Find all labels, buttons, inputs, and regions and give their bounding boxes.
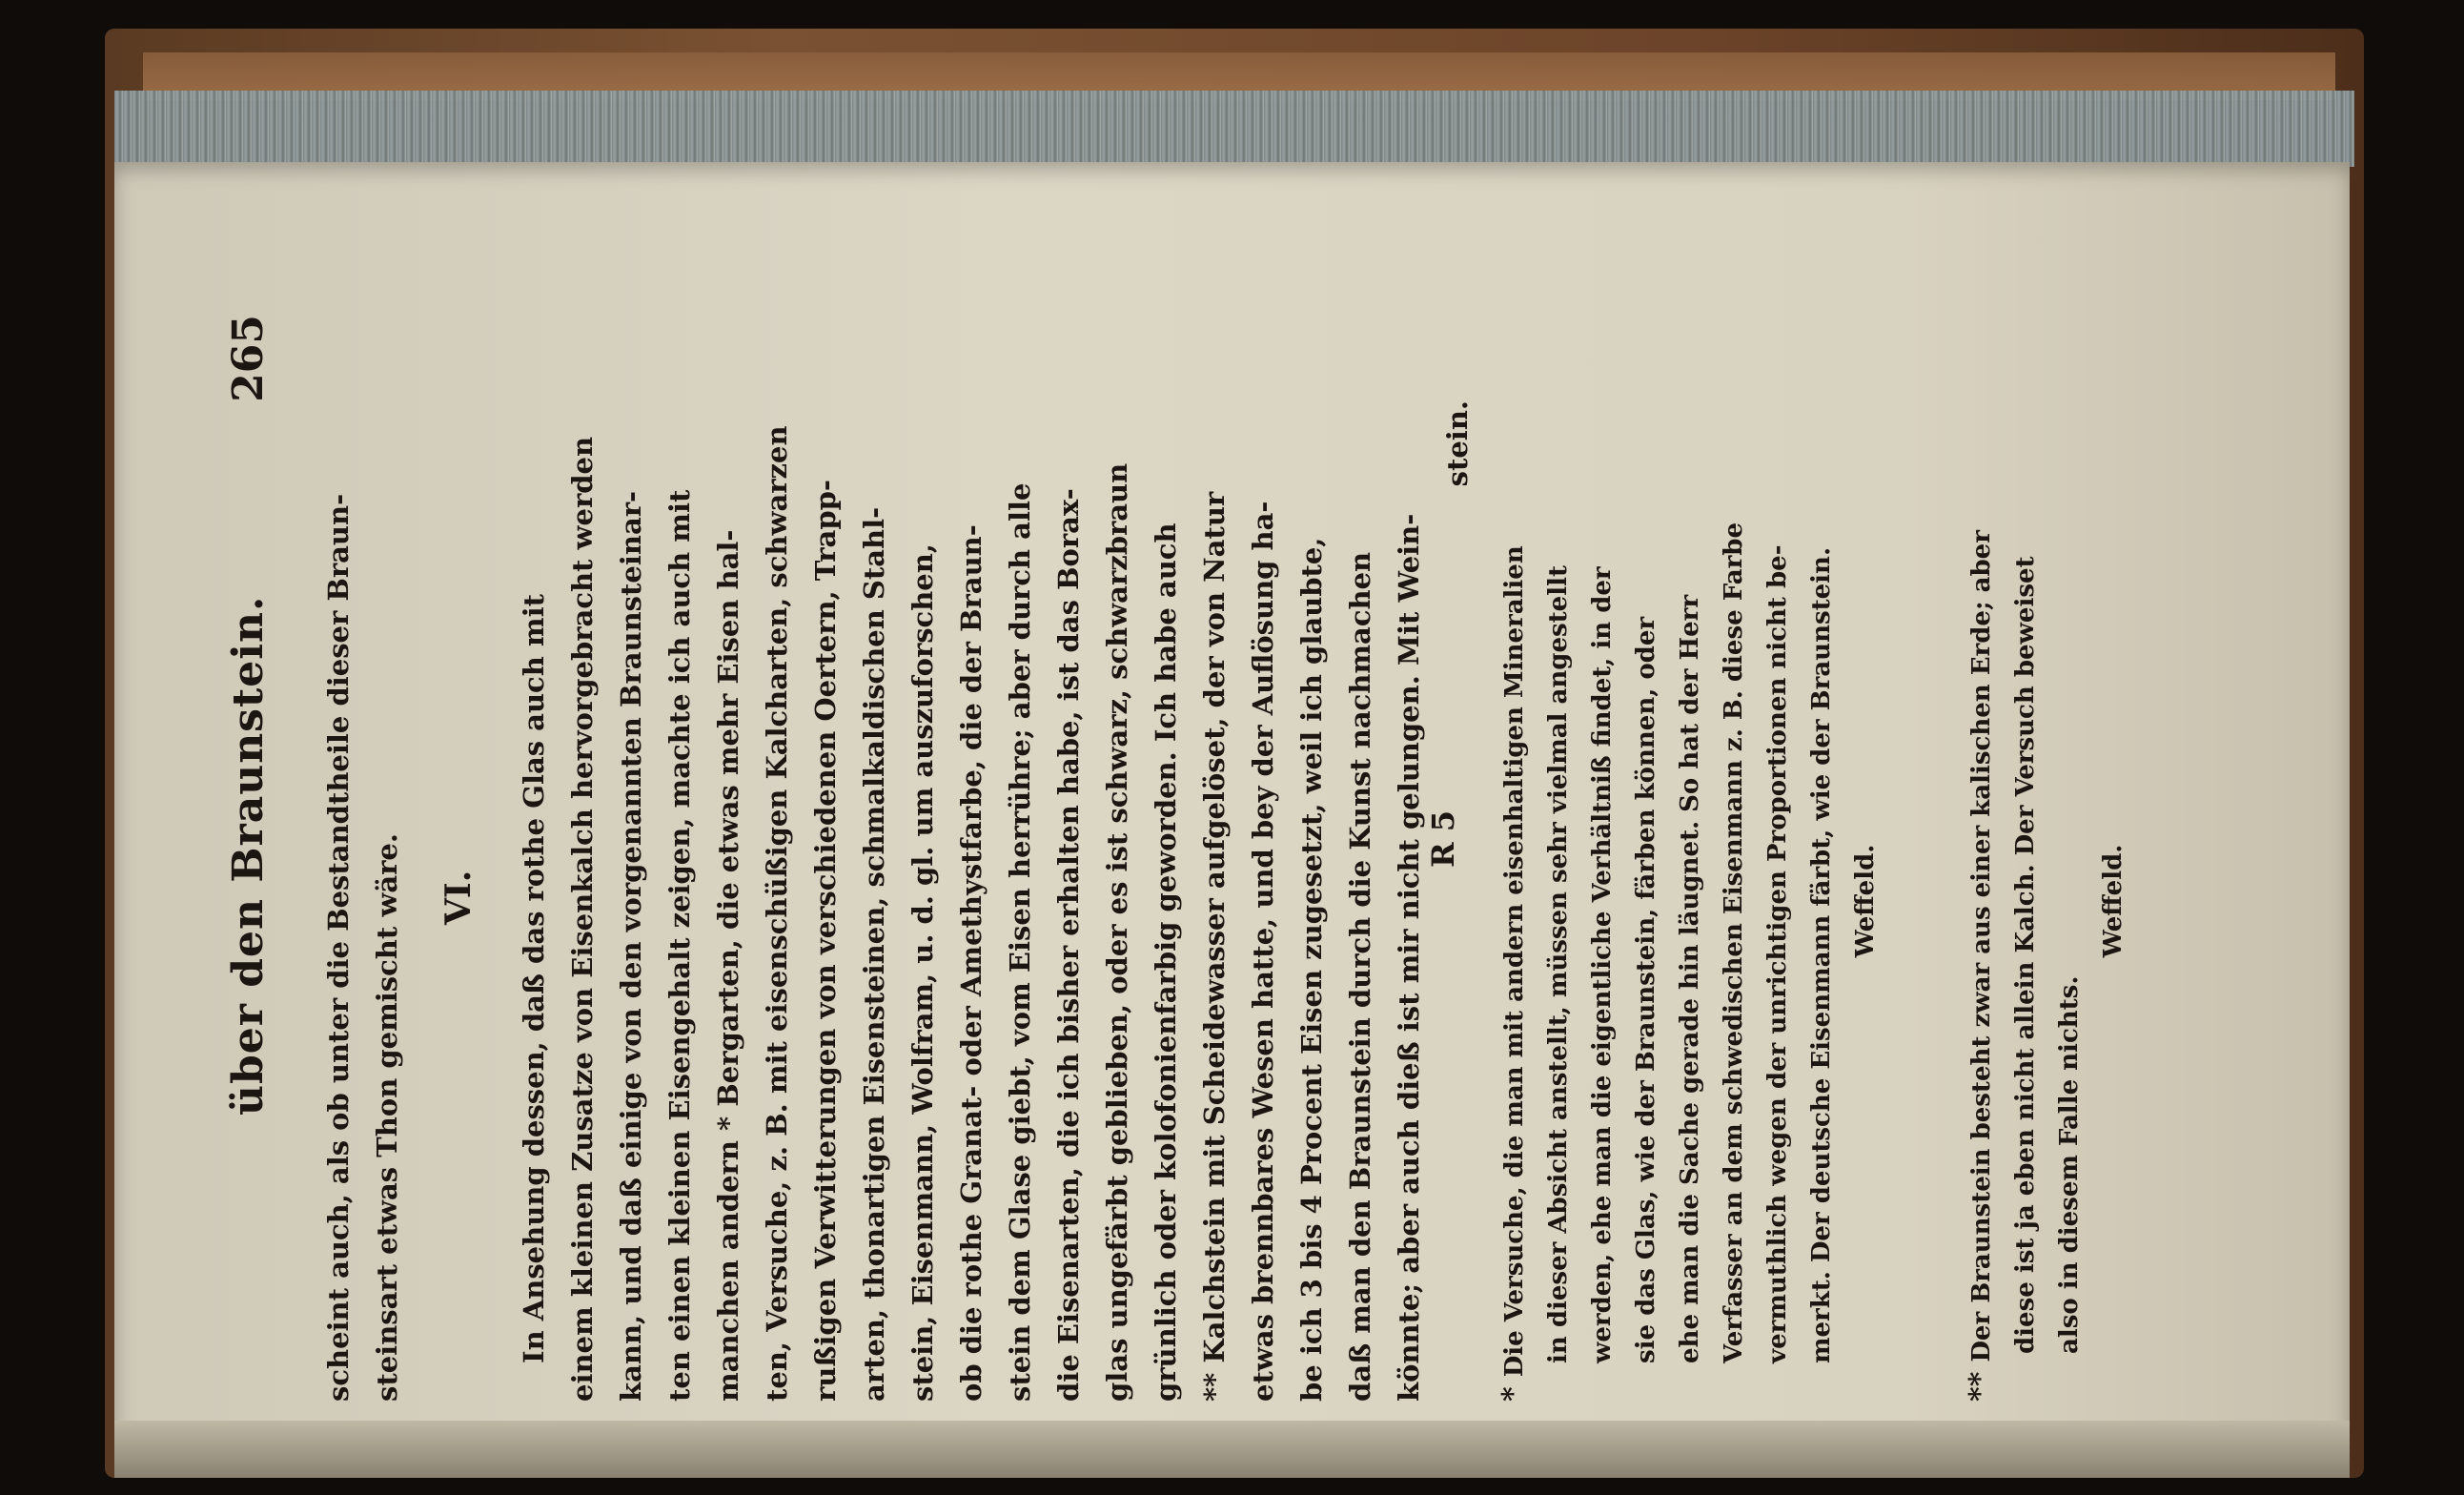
page-header: [224, 315, 281, 1402]
footnote-line: [1959, 400, 2004, 1402]
footnote-signature: Weffeld.: [1851, 844, 1880, 958]
footnote-line: [1492, 400, 1537, 1402]
page-number: 265: [224, 315, 273, 402]
footnote-line: Verfasser an dem schwedischen Eisenmann z. B. diese Farbe: [1720, 522, 1748, 1363]
footnote-text: Die Versuche, die man mit andern eisenhaltigen Mineralien: [1500, 545, 1529, 1378]
text-line: ob die rothe Granat- oder Amethystfarbe, die der Braun-: [955, 524, 988, 1402]
text-line: steinsart etwas Thon gemischt wäre.: [371, 833, 403, 1402]
footnote-line: also in diesem Falle nichts.: [2055, 975, 2084, 1354]
footnote-mark: *: [1497, 1386, 1530, 1402]
footnote-text: Der Braunstein besteht zwar aus einer kalischen Erde; aber: [1967, 530, 1996, 1362]
signature-mark: R 5: [1425, 810, 1461, 868]
text-line: ten, Versuche, z. B. mit eisenschüßigen Kalcharten, schwarzen: [761, 425, 793, 1402]
text-line: ten einen kleinen Eisengehalt zeigen, machte ich auch mit: [663, 489, 696, 1402]
footnote-2: [1959, 400, 2135, 1402]
footnote-line: diese ist ja eben nicht allein Kalch. Der Versuch beweiset: [2011, 556, 2040, 1354]
text-line: etwas brennbares Wesen hatte, und bey der Auflösung ha-: [1247, 501, 1279, 1402]
footnote-line: in dieser Absicht anstellt, müssen sehr vielmal angestellt: [1544, 565, 1573, 1363]
footnote-line: ehe man die Sache gerade hin läugnet. So hat der Herr: [1676, 594, 1704, 1363]
footnote-signature: Weffeld.: [2099, 844, 2128, 958]
rotated-text-block: [224, 315, 2188, 1402]
text-line: rußigen Verwitterungen von verschiedenen Oertern, Trapp-: [809, 480, 842, 1402]
text-line: grünlich oder kolofonienfarbig geworden. Ich habe auch: [1150, 522, 1182, 1402]
text-line: stein dem Glase giebt, vom Eisen herrühre; aber durch alle: [1004, 482, 1036, 1402]
text-line: könnte; aber auch dieß ist mir nicht gelungen. Mit Wein-: [1393, 513, 1425, 1402]
text-line: daß man den Braunstein durch die Kunst nachmachen: [1344, 551, 1376, 1402]
footnote-line: werden, ehe man die eigentliche Verhältniß findet, in der: [1588, 566, 1617, 1363]
page-gutter: [114, 1421, 2350, 1478]
text-line: einem kleinen Zusatze von Eisenkalch hervorgebracht werden: [566, 436, 599, 1402]
footnote-line: vermuthlich wegen der unrichtigen Proportionen nicht be-: [1763, 544, 1792, 1363]
text-line: arten, thonartigen Eisensteinen, schmalkaldischen Stahl-: [858, 506, 890, 1402]
footnote-mark: **: [1964, 1371, 1997, 1402]
footnote-line: sie das Glas, wie der Braunstein, färben können, oder: [1632, 616, 1660, 1363]
section-numeral: VI.: [438, 870, 479, 925]
carryover-paragraph: [315, 400, 412, 1402]
text-line: ** Kalchstein mit Scheidewasser aufgelöset, der von Natur: [1198, 491, 1231, 1402]
page-edges: [114, 91, 2354, 167]
running-title: über den Braunstein.: [224, 595, 273, 1116]
footnote-line: merkt. Der deutsche Eisenmann färbt, wie der Braunstein.: [1807, 546, 1836, 1363]
main-paragraph: [510, 400, 1482, 1402]
text-line: stein, Eisenmann, Wolfram, u. d. gl. um auszuforschen,: [906, 543, 939, 1402]
text-line: scheint auch, als ob unter die Bestandtheile dieser Braun-: [322, 493, 355, 1402]
text-line: kann, und daß einige von den vorgenannten Braunsteinar-: [615, 490, 647, 1402]
text-line: be ich 3 bis 4 Procent Eisen zugesetzt, weil ich glaubte,: [1295, 537, 1328, 1402]
footnote-1: [1492, 400, 1887, 1402]
text-line: In Ansehung dessen, daß das rothe Glas auch mit: [518, 594, 550, 1363]
text-line: die Eisenarten, die ich bisher erhalten habe, ist das Borax-: [1052, 488, 1085, 1402]
text-line: glas ungefärbt geblieben, oder es ist schwarz, schwarzbraun: [1101, 462, 1133, 1402]
text-line: stein.: [1441, 400, 1474, 487]
text-line: manchen andern * Bergarten, die etwas mehr Eisen hal-: [712, 529, 744, 1402]
